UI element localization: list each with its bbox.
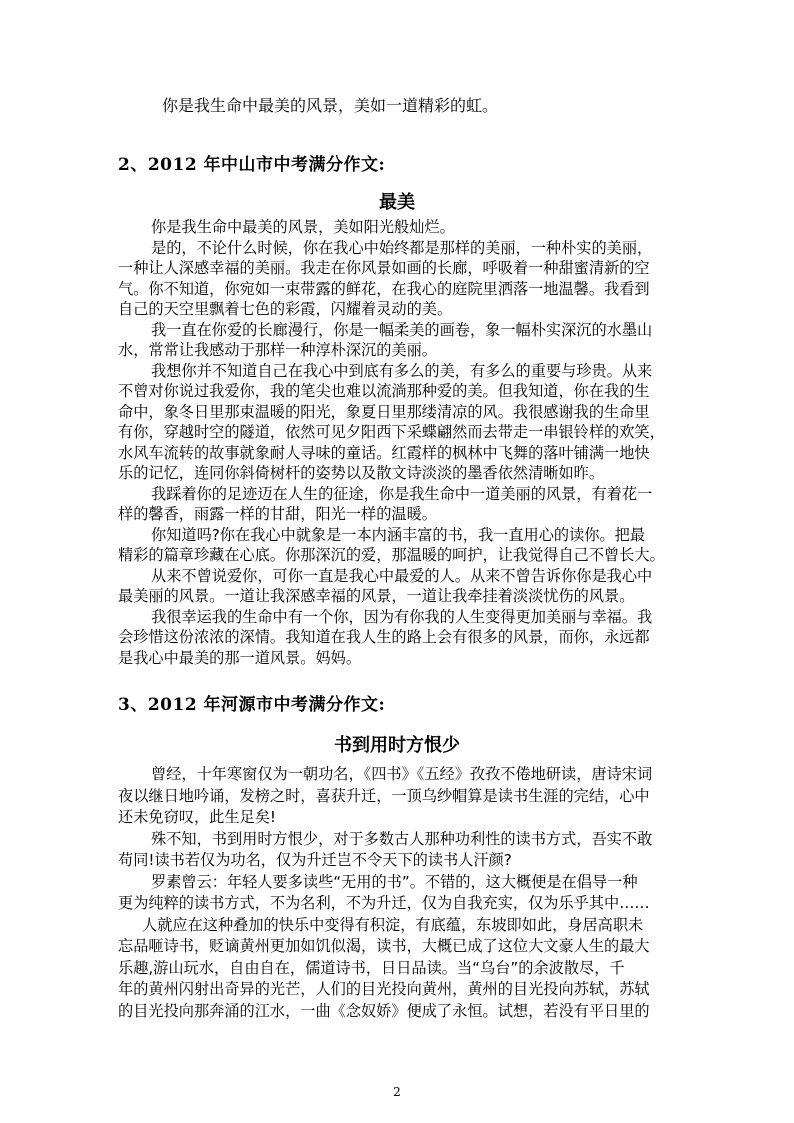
paragraph-line: 精彩的篇章珍藏在心底。你那深沉的爱，那温暖的呵护，让我觉得自己不曾长大。 bbox=[118, 546, 665, 564]
essay-title-zuimei: 最美 bbox=[379, 192, 415, 213]
paragraph-line: 一种让人深感幸福的美丽。我走在你风景如画的长廊，呼吸着一种甜蜜清新的空 bbox=[118, 259, 650, 277]
paragraph-line: 夜以继日地吟诵，发榜之时，喜获升迁，一顶乌纱帽算是读书生涯的完结，心中 bbox=[118, 786, 650, 805]
paragraph-line: 我很幸运我的生命中有一个你，因为有你我的人生变得更加美丽与幸福。我 bbox=[151, 607, 653, 626]
paragraph-line: 苟同!读书若仅为功名，仅为升迁岂不令天下的读书人汗颜? bbox=[118, 851, 512, 869]
paragraph-line: 曾经，十年寒窗仅为一朝功名，《四书》《五经》孜孜不倦地研读，唐诗宋词 bbox=[151, 765, 653, 783]
paragraph-line: 水，常常让我感动于那样一种淳朴深沉的美丽。 bbox=[118, 341, 437, 359]
paragraph-line: 你知道吗?你在我心中就象是一本内涵丰富的书，我一直用心的读你。把最 bbox=[151, 525, 646, 544]
paragraph-line: 你是我生命中最美的风景，美如阳光般灿烂。 bbox=[151, 218, 455, 236]
paragraph-line: 年的黄州闪射出奇异的光芒，人们的目光投向黄州，黄州的目光投向苏轼，苏轼 bbox=[118, 980, 650, 998]
paragraph-line: 不曾对你说过我爱你，我的笔尖也难以流淌那种爱的美。但我知道，你在我的生 bbox=[118, 382, 650, 400]
paragraph-line: 我一直在你爱的长廊漫行，你是一幅柔美的画卷，象一幅朴实深沉的水墨山 bbox=[151, 320, 653, 339]
paragraph-line: 罗素曾云：年轻人要多读些“无用的书”。不错的，这大概便是在倡导一种 bbox=[151, 872, 638, 891]
paragraph-line: 更为纯粹的读书方式，不为名利，不为升迁，仅为自我充实，仅为乐乎其中…… bbox=[118, 894, 650, 912]
paragraph-line: 水风车流转的故事就象耐人寻味的童话。红霞样的枫林中飞舞的落叶铺满一地快 bbox=[118, 443, 650, 462]
paragraph-line: 气。你不知道，你宛如一束带露的鲜花，在我心的庭院里洒落一地温馨。我看到 bbox=[118, 279, 650, 298]
section-2-heading: 2、2012 年中山市中考满分作文: bbox=[118, 155, 386, 175]
intro-line: 你是我生命中最美的风景，美如一道精彩的虹。 bbox=[162, 96, 499, 115]
paragraph-line: 命中，象冬日里那束温暖的阳光，象夏日里那缕清凉的风。我很感谢我的生命里 bbox=[118, 402, 650, 421]
paragraph-line: 还未免窃叹，此生足矣! bbox=[118, 808, 276, 826]
paragraph-line: 我想你并不知道自己在我心中到底有多么的美，有多么的重要与珍贵。从来 bbox=[151, 361, 653, 380]
paragraph-line: 我踩着你的足迹迈在人生的征途，你是我生命中一道美丽的风景，有着花一 bbox=[151, 484, 653, 503]
paragraph-line: 有你，穿越时空的隧道，依然可见夕阳西下采蝶翩然而去带走一串银铃样的欢笑， bbox=[118, 423, 665, 441]
paragraph-line: 是我心中最美的那一道风景。妈妈。 bbox=[118, 648, 361, 667]
page-number: 2 bbox=[393, 1085, 401, 1099]
paragraph-line: 乐趣,游山玩水，自由自在，儒道诗书，日日品读。当“乌台”的余波散尽，千 bbox=[118, 958, 625, 977]
paragraph-line: 最美丽的风景。一道让我深感幸福的风景，一道让我牵挂着淡淡忧伤的风景。 bbox=[118, 587, 635, 605]
paragraph-line: 的目光投向那奔涌的江水，一曲《念奴娇》便成了永恒。试想，若没有平日里的 bbox=[118, 1001, 650, 1020]
paragraph-line: 会珍惜这份浓浓的深情。我知道在我人生的路上会有很多的风景，而你，永远都 bbox=[118, 628, 650, 646]
paragraph-line: 忘品咂诗书，贬谪黄州更加如饥似渴，读书，大概已成了这位大文豪人生的最大 bbox=[118, 937, 650, 955]
section-2-body bbox=[118, 217, 678, 668]
essay-title-shudaoyongshi: 书到用时方恨少 bbox=[334, 735, 460, 756]
paragraph-line: 乐的记忆，连同你斜倚树杆的姿势以及散文诗淡淡的墨香依然清晰如昨。 bbox=[118, 464, 604, 482]
paragraph-line: 是的，不论什么时候，你在我心中始终都是那样的美丽，一种朴实的美丽， bbox=[151, 238, 653, 257]
paragraph-line: 殊不知，书到用时方恨少，对于多数古人那种功利性的读书方式，吾实不敢 bbox=[151, 829, 653, 848]
paragraph-line: 人就应在这种叠加的快乐中变得有积淀，有底蕴，东坡即如此，身居高职未 bbox=[142, 915, 644, 934]
section-3-body bbox=[118, 764, 678, 1022]
paragraph-line: 样的馨香，雨露一样的甘甜，阳光一样的温暖。 bbox=[118, 505, 437, 523]
paragraph-line: 从来不曾说爱你，可你一直是我心中最爱的人。从来不曾告诉你你是我心中 bbox=[151, 566, 653, 585]
paragraph-line: 自己的天空里飘着七色的彩霞，闪耀着灵动的美。 bbox=[118, 300, 453, 318]
section-3-heading: 3、2012 年河源市中考满分作文: bbox=[118, 695, 386, 715]
